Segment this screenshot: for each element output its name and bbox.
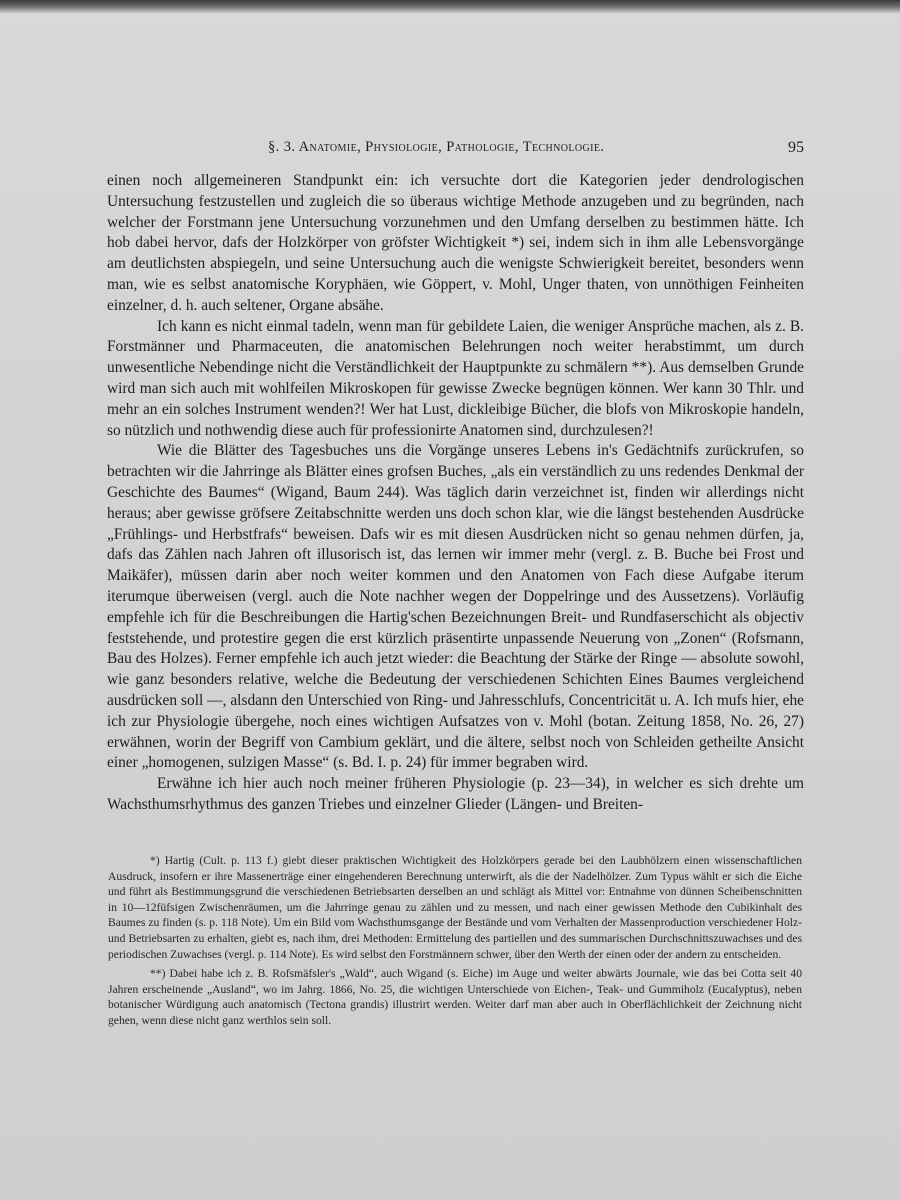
footnote-separator <box>108 821 803 822</box>
paragraph-1: einen noch allgemeineren Standpunkt ein: ich versuchte dort die Kategorien jeder dendrologischen Untersuchung festzustellen und zugleich die so überaus wichtige Methode anzugeben und zu begründen, nach welcher der Forstmann jene Untersuchung vorzunehmen und den Umfang derselben zu bestimmen hätte. Ich hob dabei hervor, dafs der Holzkörper von gröfster Wichtigkeit *) sei, indem sich in ihm alle Lebensvorgänge am deutlichsten abspiegeln, und seine Untersuchung auch die wenigste Schwierigkeit bereitet, besonders wenn man, wie es selbst anatomische Koryphäen, wie Göppert, v. Mohl, Unger thaten, von unnöthigen Feinheiten einzelner, d. h. auch seltener, Organe absähe. <box>107 172 804 314</box>
footnotes <box>108 853 802 1033</box>
page-top-edge-shadow <box>0 0 900 14</box>
paragraph-2: Ich kann es nicht einmal tadeln, wenn man für gebildete Laien, die weniger Ansprüche machen, als z. B. Forstmänner und Pharmaceuten, die anatomischen Belehrungen noch weiter herabstimmt, um durch unwesentliche Nebendinge nicht die Verständlichkeit der Hauptpunkte zu schmälern **). Aus demselben Grunde wird man sich auch mit wohlfeilen Mikroskopen für gewisse Zwecke begnügen können. Wer kann 30 Thlr. und mehr an ein solches Instrument wenden?! Wer hat Lust, dickleibige Bücher, die blofs von Mikroskopie handeln, so nützlich und nothwendig diese auch für professionirte Anatomen sind, durchzulesen?! <box>107 317 804 439</box>
body-text <box>107 171 804 816</box>
footnote-2: **) Dabei habe ich z. B. Rofsmäfsler's „Wald“, auch Wigand (s. Eiche) im Auge und weiter abwärts Journale, wie das bei Cotta seit 40 Jahren erscheinende „Ausland“, wo im Jahrg. 1866, No. 25, die wichtigen Unterschiede von Eichen-, Teak- und Gummiholz (Eucalyptus), neben botanischer Würdigung auch anatomisch (Tectona grandis) illustrirt werden. Weiter darf man aber auch in Oberflächlichkeit der Zeichnung nicht gehen, wenn diese nicht ganz werthlos sein soll. <box>108 967 802 1027</box>
paragraph-4: Erwähne ich hier auch noch meiner früheren Physiologie (p. 23—34), in welcher es sich drehte um Wachsthumsrhythmus des ganzen Triebes und einzelner Glieder (Längen- und Breiten- <box>107 775 804 813</box>
running-header <box>108 139 810 159</box>
footnote-1: *) Hartig (Cult. p. 113 f.) giebt dieser praktischen Wichtigkeit des Holzkörpers gerade bei den Laubhölzern einen wissenschaftlichen Ausdruck, insofern er ihre Massenerträge einer eingehenderen Berechnung unterwirft, als die der Nadelhölzer. Zum Typus wählt er sich die Eiche und führt als Bestimmungsgrund die verschiedenen Betriebsarten derselben an und schlägt als Mittel vor: Entnahme von dünnen Scheibenschnitten in 10—12füfsigen Zwischenräumen, um die Jahrringe genau zu zählen und zu messen, und nach einer gewissen Methode den Cubikinhalt des Baumes zu finden (s. p. 118 Note). Um ein Bild vom Wachsthumsgange der Bestände und vom Verhalten der Massenproduction verschiedener Holz- und Betriebsarten zu erhalten, giebt es, nach ihm, drei Methoden: Ermittelung des partiellen und des summarischen Durchschnittszuwachses und des periodischen Zuwachses (vergl. p. 114 Note). Es wird selbst den Forstmännern schwer, über den Werth der einen oder der andern zu entscheiden. <box>108 854 802 961</box>
section-title: §. 3. Anatomie, Physiologie, Pathologie, Technologie. <box>268 139 605 155</box>
page-number: 95 <box>788 139 804 156</box>
paragraph-3: Wie die Blätter des Tagesbuches uns die Vorgänge unseres Lebens in's Gedächtnifs zurückrufen, so betrachten wir die Jahrringe als Blätter eines grofsen Buches, „als ein verständlich zu uns redendes Denkmal der Geschichte des Baumes“ (Wigand, Baum 244). Was täglich darin verzeichnet ist, finden wir allerdings nicht heraus; aber gewisse gröfsere Zeitabschnitte werden uns doch schon klar, wie die längst bestehenden Ausdrücke „Frühlings- und Herbstfrafs“ beweisen. Dafs wir es mit diesen Ausdrücken nicht so genau nehmen dürfen, ja, dafs das Zählen nach Jahren oft illusorisch ist, das lernen wir immer mehr (vergl. z. B. Buche bei Frost und Maikäfer), müssen darin aber noch weiter kommen und den Anatomen von Fach diese Aufgabe iterum iterumque überweisen (vergl. auch die Note nachher wegen der Doppelringe und des Aussetzens). Vorläufig empfehle ich für die Beschreibungen die Hartig'schen Bezeichnungen Breit- und Rundfaserschicht als objectiv feststehende, und protestire gegen die erst kürzlich präsentirte unpassende Neuerung von „Zonen“ (Rofsmann, Bau des Holzes). Ferner empfehle ich auch jetzt wieder: die Beachtung der Stärke der Ringe — absolute sowohl, wie ganz besonders relative, welche die Bedeutung der verschiedenen Schichten Eines Baumes vergleichend ausdrücken soll —, alsdann den Unterschied von Ring- und Jahresschlufs, Concentricität u. A. Ich mufs hier, ehe ich zur Physiologie übergehe, noch eines wichtigen Aufsatzes von v. Mohl (botan. Zeitung 1858, No. 26, 27) erwähnen, worin der Begriff von Cambium geklärt, und die ältere, selbst noch von Schleiden getheilte Ansicht einer „homogenen, sulzigen Masse“ (s. Bd. I. p. 24) für immer begraben wird. <box>107 442 804 772</box>
